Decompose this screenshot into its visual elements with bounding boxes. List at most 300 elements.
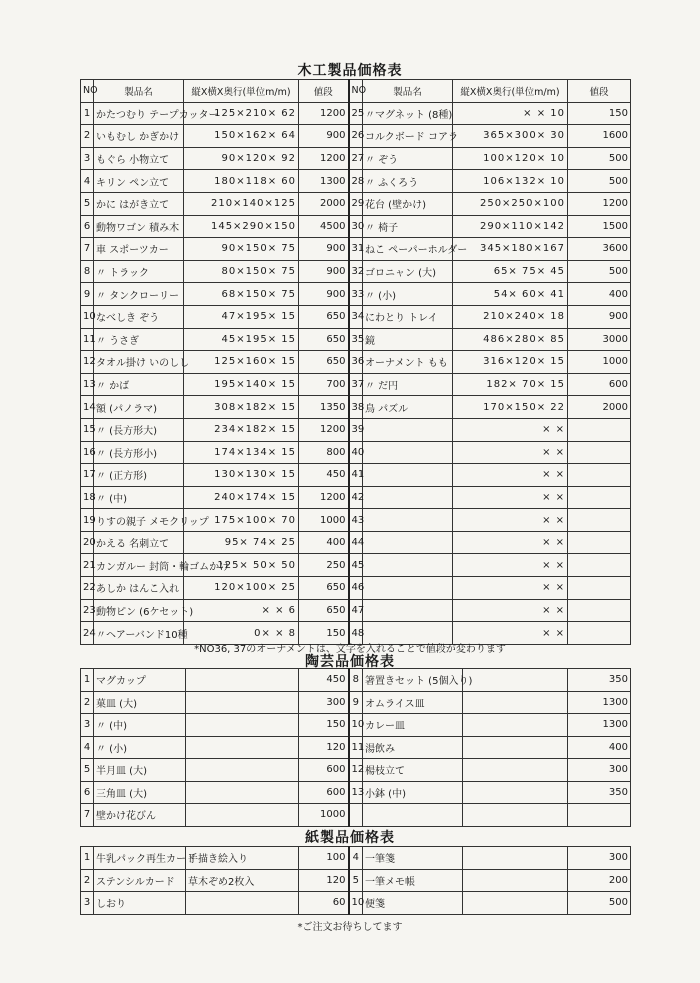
- item-no: 2: [81, 125, 94, 148]
- item-no: 6: [81, 215, 94, 238]
- header-dims: 縦X横X奥行(単位m/m): [453, 80, 568, 103]
- item-dims: 145×290×150: [184, 215, 299, 238]
- item-name: なべしき ぞう: [94, 305, 184, 328]
- item-dims: 240×174× 15: [184, 486, 299, 509]
- item-desc: [186, 892, 299, 915]
- item-desc: [463, 847, 568, 870]
- item-no: 12: [349, 759, 363, 782]
- item-name: しおり: [94, 892, 186, 915]
- item-price: 1000: [568, 351, 631, 374]
- ceramic-title: 陶芸品価格表: [305, 654, 395, 670]
- item-no: 22: [81, 577, 94, 600]
- item-dims: 125×160× 15: [184, 351, 299, 374]
- item-name: 〃 トラック: [94, 260, 184, 283]
- item-no: 1: [81, 847, 94, 870]
- item-price: [568, 577, 631, 600]
- item-name: [363, 531, 453, 554]
- item-name: ゴロニャン (大): [363, 260, 453, 283]
- table-row: [81, 305, 631, 328]
- item-name: 湯飲み: [363, 736, 463, 759]
- item-name: 車 スポーツカー: [94, 238, 184, 261]
- item-dims: 120×100× 25: [184, 577, 299, 600]
- item-no: 23: [81, 599, 94, 622]
- item-dims: 106×132× 10: [453, 170, 568, 193]
- item-no: 15: [81, 418, 94, 441]
- table-row: [81, 215, 631, 238]
- item-dims: 54× 60× 41: [453, 283, 568, 306]
- item-price: 150: [299, 714, 349, 737]
- item-no: 24: [81, 622, 94, 645]
- item-name: 〃 ふくろう: [363, 170, 453, 193]
- item-dims: 170×150× 22: [453, 396, 568, 419]
- item-dims: × ×: [453, 554, 568, 577]
- item-price: 300: [568, 847, 631, 870]
- item-price: 500: [568, 170, 631, 193]
- item-name: 〃 うさぎ: [94, 328, 184, 351]
- item-price: 120: [299, 736, 349, 759]
- table-row: [81, 714, 631, 737]
- item-name: 菓皿 (大): [94, 691, 186, 714]
- item-dims: 345×180×167: [453, 238, 568, 261]
- item-no: 5: [81, 192, 94, 215]
- item-no: 45: [349, 554, 363, 577]
- item-name: かえる 名刺立て: [94, 531, 184, 554]
- item-dims: 175×100× 70: [184, 509, 299, 532]
- item-name: 〃ヘアーバンド10種: [94, 622, 184, 645]
- item-name: 一筆メモ帳: [363, 869, 463, 892]
- table-row: [81, 283, 631, 306]
- item-dims: 210×240× 18: [453, 305, 568, 328]
- item-dims: × ×: [453, 509, 568, 532]
- item-no: 28: [349, 170, 363, 193]
- item-price: [568, 599, 631, 622]
- table-row: [81, 147, 631, 170]
- item-no: 38: [349, 396, 363, 419]
- wood-header-row: [81, 80, 631, 103]
- table-row: [81, 464, 631, 487]
- item-name: 〃 (小): [363, 283, 453, 306]
- item-price: 1300: [299, 170, 349, 193]
- item-no: 41: [349, 464, 363, 487]
- item-price: 100: [299, 847, 349, 870]
- item-name: ねこ ペーパーホルダー: [363, 238, 453, 261]
- item-no: 3: [81, 714, 94, 737]
- item-no: 12: [81, 351, 94, 374]
- item-no: 10: [349, 892, 363, 915]
- item-price: 600: [568, 373, 631, 396]
- item-dims: 150×162× 64: [184, 125, 299, 148]
- item-no: 42: [349, 486, 363, 509]
- item-name: 便箋: [363, 892, 463, 915]
- item-dims: 486×280× 85: [453, 328, 568, 351]
- item-price: 600: [299, 759, 349, 782]
- item-name: 楊枝立て: [363, 759, 463, 782]
- item-desc: [186, 669, 299, 692]
- item-no: 7: [81, 804, 94, 827]
- item-price: 300: [568, 759, 631, 782]
- item-dims: 210×140×125: [184, 192, 299, 215]
- item-dims: 180×118× 60: [184, 170, 299, 193]
- item-dims: 250×250×100: [453, 192, 568, 215]
- item-price: 400: [299, 531, 349, 554]
- item-no: 27: [349, 147, 363, 170]
- wood-title: 木工製品価格表: [297, 63, 403, 79]
- item-dims: 90×150× 75: [184, 238, 299, 261]
- item-name: 〃 椅子: [363, 215, 453, 238]
- item-name: [363, 418, 453, 441]
- item-desc: [463, 804, 568, 827]
- item-price: [568, 531, 631, 554]
- item-name: 鳥 パズル: [363, 396, 453, 419]
- item-desc: 草木ぞめ2枚入: [186, 869, 299, 892]
- item-price: 1600: [568, 125, 631, 148]
- item-name: 額 (パノラマ): [94, 396, 184, 419]
- item-price: 60: [299, 892, 349, 915]
- item-name: 花台 (壁かけ): [363, 192, 453, 215]
- table-row: [81, 125, 631, 148]
- item-dims: 68×150× 75: [184, 283, 299, 306]
- item-no: 47: [349, 599, 363, 622]
- item-price: [568, 418, 631, 441]
- item-no: 8: [349, 669, 363, 692]
- item-price: 600: [299, 781, 349, 804]
- item-dims: 125×210× 62: [184, 102, 299, 125]
- header-no: NO: [81, 80, 94, 103]
- item-name: ステンシルカード: [94, 869, 186, 892]
- table-row: [81, 736, 631, 759]
- table-row: [81, 531, 631, 554]
- item-dims: × ×: [453, 622, 568, 645]
- item-desc: [186, 691, 299, 714]
- item-name: 壁かけ花びん: [94, 804, 186, 827]
- item-dims: × ×: [453, 599, 568, 622]
- item-price: 1000: [299, 509, 349, 532]
- item-name: かたつむり テープカッター: [94, 102, 184, 125]
- item-name: いもむし かぎかけ: [94, 125, 184, 148]
- item-name: 〃 タンクローリー: [94, 283, 184, 306]
- table-row: [81, 554, 631, 577]
- item-dims: 182× 70× 15: [453, 373, 568, 396]
- item-price: 1200: [299, 147, 349, 170]
- item-price: 350: [568, 781, 631, 804]
- item-no: 5: [349, 869, 363, 892]
- table-row: [81, 441, 631, 464]
- item-price: 650: [299, 577, 349, 600]
- item-no: 4: [81, 736, 94, 759]
- table-row: [81, 691, 631, 714]
- item-price: 900: [299, 260, 349, 283]
- item-name: オムライス皿: [363, 691, 463, 714]
- item-price: [568, 486, 631, 509]
- item-no: [349, 804, 363, 827]
- item-name: 〃 ぞう: [363, 147, 453, 170]
- wood-price-table: [80, 79, 631, 645]
- item-price: 650: [299, 305, 349, 328]
- item-name: マグカップ: [94, 669, 186, 692]
- item-dims: 80×150× 75: [184, 260, 299, 283]
- table-row: [81, 192, 631, 215]
- item-price: [568, 441, 631, 464]
- item-no: 29: [349, 192, 363, 215]
- item-name: 三角皿 (大): [94, 781, 186, 804]
- header-name: 製品名: [363, 80, 453, 103]
- item-price: 700: [299, 373, 349, 396]
- table-row: [81, 892, 631, 915]
- item-price: [568, 804, 631, 827]
- item-name: 〃 (中): [94, 486, 184, 509]
- item-dims: 100×120× 10: [453, 147, 568, 170]
- item-no: 10: [81, 305, 94, 328]
- item-name: キリン ペン立て: [94, 170, 184, 193]
- item-name: 〃 (中): [94, 714, 186, 737]
- item-price: 500: [568, 147, 631, 170]
- item-name: 動物ワゴン 積み木: [94, 215, 184, 238]
- table-row: [81, 260, 631, 283]
- item-no: 3: [81, 892, 94, 915]
- item-price: 200: [568, 869, 631, 892]
- item-price: 1200: [299, 486, 349, 509]
- item-desc: [463, 714, 568, 737]
- item-name: にわとり トレイ: [363, 305, 453, 328]
- table-row: [81, 486, 631, 509]
- item-desc: [186, 736, 299, 759]
- item-no: 9: [81, 283, 94, 306]
- item-no: 19: [81, 509, 94, 532]
- item-desc: [463, 892, 568, 915]
- item-no: 46: [349, 577, 363, 600]
- item-price: 1200: [568, 192, 631, 215]
- item-price: 1200: [299, 418, 349, 441]
- header-dims: 縦X横X奥行(単位m/m): [184, 80, 299, 103]
- item-no: 25: [349, 102, 363, 125]
- item-price: [568, 509, 631, 532]
- item-no: 34: [349, 305, 363, 328]
- table-row: [81, 804, 631, 827]
- item-dims: × × 10: [453, 102, 568, 125]
- item-no: 2: [81, 691, 94, 714]
- item-no: 6: [81, 781, 94, 804]
- item-name: [363, 577, 453, 600]
- item-desc: [463, 669, 568, 692]
- item-no: 17: [81, 464, 94, 487]
- item-desc: [463, 759, 568, 782]
- item-name: あしか はんこ入れ: [94, 577, 184, 600]
- item-no: 30: [349, 215, 363, 238]
- item-desc: [463, 781, 568, 804]
- item-name: 動物ピン (6ケセット): [94, 599, 184, 622]
- item-no: 3: [81, 147, 94, 170]
- item-dims: × ×: [453, 577, 568, 600]
- item-name: 〃 かば: [94, 373, 184, 396]
- item-price: 650: [299, 351, 349, 374]
- table-row: [81, 328, 631, 351]
- item-name: [363, 804, 463, 827]
- item-no: 16: [81, 441, 94, 464]
- item-name: [363, 441, 453, 464]
- item-price: 1300: [568, 714, 631, 737]
- ceramic-price-table: [80, 668, 631, 827]
- item-dims: 290×110×142: [453, 215, 568, 238]
- item-dims: 90×120× 92: [184, 147, 299, 170]
- item-dims: 365×300× 30: [453, 125, 568, 148]
- item-name: 牛乳パック再生カード: [94, 847, 186, 870]
- item-no: 8: [81, 260, 94, 283]
- item-price: [568, 464, 631, 487]
- item-no: 14: [81, 396, 94, 419]
- header-name: 製品名: [94, 80, 184, 103]
- item-price: 3000: [568, 328, 631, 351]
- item-name: オーナメント もも: [363, 351, 453, 374]
- item-price: 120: [299, 869, 349, 892]
- paper-price-table: [80, 846, 631, 915]
- item-dims: 125× 50× 50: [184, 554, 299, 577]
- table-row: [81, 759, 631, 782]
- item-name: りすの親子 メモクリップ: [94, 509, 184, 532]
- item-no: 31: [349, 238, 363, 261]
- item-price: 2000: [568, 396, 631, 419]
- item-no: 10: [349, 714, 363, 737]
- item-price: 150: [568, 102, 631, 125]
- paper-title: 紙製品価格表: [305, 830, 395, 846]
- item-no: 40: [349, 441, 363, 464]
- item-price: 350: [568, 669, 631, 692]
- item-price: 900: [299, 283, 349, 306]
- item-price: [568, 554, 631, 577]
- table-row: [81, 781, 631, 804]
- table-row: [81, 396, 631, 419]
- item-price: 450: [299, 669, 349, 692]
- table-row: [81, 418, 631, 441]
- item-no: 9: [349, 691, 363, 714]
- item-no: 35: [349, 328, 363, 351]
- item-dims: 174×134× 15: [184, 441, 299, 464]
- item-no: 1: [81, 102, 94, 125]
- item-name: タオル掛け いのしし: [94, 351, 184, 374]
- item-price: 500: [568, 892, 631, 915]
- table-row: [81, 351, 631, 374]
- table-row: [81, 577, 631, 600]
- item-desc: [463, 691, 568, 714]
- item-dims: × ×: [453, 418, 568, 441]
- item-desc: 手描き絵入り: [186, 847, 299, 870]
- item-name: カンガルー 封筒・輪ゴムかけ: [94, 554, 184, 577]
- item-desc: [463, 736, 568, 759]
- table-row: [81, 847, 631, 870]
- item-name: もぐら 小物立て: [94, 147, 184, 170]
- item-name: 〃マグネット (8種): [363, 102, 453, 125]
- item-name: 箸置きセット (5個入り): [363, 669, 463, 692]
- item-no: 13: [349, 781, 363, 804]
- item-no: 32: [349, 260, 363, 283]
- item-price: 1200: [299, 102, 349, 125]
- item-no: 33: [349, 283, 363, 306]
- item-name: [363, 486, 453, 509]
- item-price: 450: [299, 464, 349, 487]
- item-dims: 47×195× 15: [184, 305, 299, 328]
- item-desc: [463, 869, 568, 892]
- item-dims: × ×: [453, 441, 568, 464]
- item-dims: 195×140× 15: [184, 373, 299, 396]
- item-name: 〃 (小): [94, 736, 186, 759]
- item-price: 900: [299, 125, 349, 148]
- item-no: 5: [81, 759, 94, 782]
- item-price: 400: [568, 283, 631, 306]
- table-row: [81, 869, 631, 892]
- item-dims: 308×182× 15: [184, 396, 299, 419]
- item-price: 500: [568, 260, 631, 283]
- item-price: 650: [299, 328, 349, 351]
- item-no: 44: [349, 531, 363, 554]
- item-no: 18: [81, 486, 94, 509]
- item-name: 〃 (正方形): [94, 464, 184, 487]
- item-price: 400: [568, 736, 631, 759]
- item-no: 4: [349, 847, 363, 870]
- table-row: [81, 170, 631, 193]
- table-row: [81, 238, 631, 261]
- header-price: 値段: [299, 80, 349, 103]
- item-price: 1500: [568, 215, 631, 238]
- item-price: 3600: [568, 238, 631, 261]
- table-row: [81, 599, 631, 622]
- item-no: 37: [349, 373, 363, 396]
- item-price: 800: [299, 441, 349, 464]
- item-no: 20: [81, 531, 94, 554]
- item-no: 21: [81, 554, 94, 577]
- item-no: 2: [81, 869, 94, 892]
- item-no: 4: [81, 170, 94, 193]
- item-no: 11: [81, 328, 94, 351]
- paper-note: *ご注文お待ちしてます: [297, 922, 403, 933]
- item-name: [363, 554, 453, 577]
- item-dims: 45×195× 15: [184, 328, 299, 351]
- item-name: 〃 (長方形小): [94, 441, 184, 464]
- item-dims: × ×: [453, 486, 568, 509]
- item-price: 2000: [299, 192, 349, 215]
- item-dims: 316×120× 15: [453, 351, 568, 374]
- wood-note: *NO36, 37のオーナメントは、文字を入れることで値段が変わります: [194, 644, 506, 655]
- item-price: 650: [299, 599, 349, 622]
- table-row: [81, 669, 631, 692]
- item-price: 900: [299, 238, 349, 261]
- item-dims: 65× 75× 45: [453, 260, 568, 283]
- item-no: 13: [81, 373, 94, 396]
- item-price: 250: [299, 554, 349, 577]
- item-price: 300: [299, 691, 349, 714]
- item-name: [363, 509, 453, 532]
- item-price: 4500: [299, 215, 349, 238]
- item-no: 48: [349, 622, 363, 645]
- item-price: 1350: [299, 396, 349, 419]
- item-no: 1: [81, 669, 94, 692]
- item-name: コルクボード コアラ: [363, 125, 453, 148]
- item-dims: 130×130× 15: [184, 464, 299, 487]
- item-dims: × ×: [453, 531, 568, 554]
- item-price: 1000: [299, 804, 349, 827]
- item-dims: × × 6: [184, 599, 299, 622]
- item-no: 43: [349, 509, 363, 532]
- item-desc: [186, 714, 299, 737]
- table-row: [81, 373, 631, 396]
- table-row: [81, 102, 631, 125]
- item-no: 36: [349, 351, 363, 374]
- item-no: 26: [349, 125, 363, 148]
- item-desc: [186, 781, 299, 804]
- header-price: 値段: [568, 80, 631, 103]
- item-no: 39: [349, 418, 363, 441]
- item-name: [363, 599, 453, 622]
- item-dims: 0× × 8: [184, 622, 299, 645]
- header-no: NO: [349, 80, 363, 103]
